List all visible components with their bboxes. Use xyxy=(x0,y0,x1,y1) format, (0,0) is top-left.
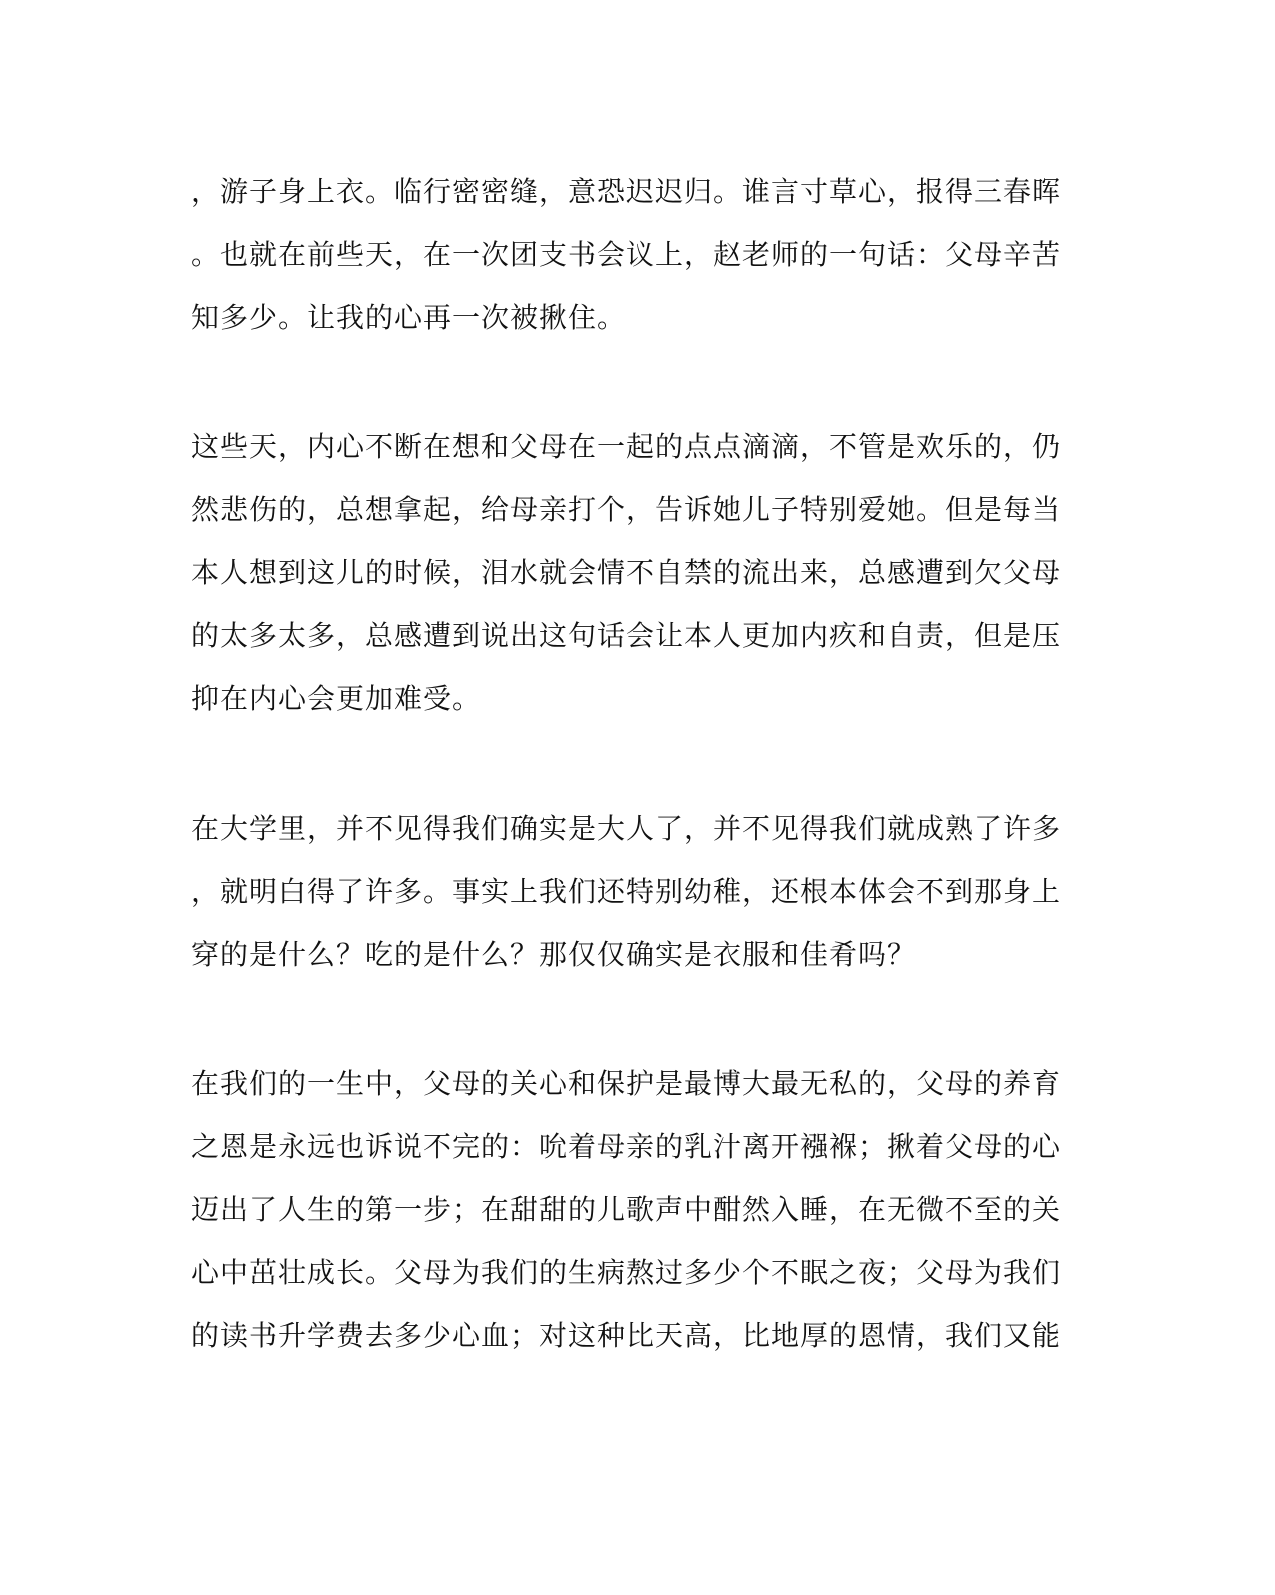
text-line: ，就明白得了许多。事实上我们还特别幼稚，还根本体会不到那身上 xyxy=(191,875,1062,908)
text-line: 然悲伤的，总想拿起，给母亲打个，告诉她儿子特别爱她。但是每当 xyxy=(191,493,1062,526)
text-line: 抑在内心会更加难受。 xyxy=(191,682,482,715)
paragraph-4 xyxy=(191,1052,1061,1367)
text-line: 迈出了人生的第一步；在甜甜的儿歌声中酣然入睡，在无微不至的关 xyxy=(191,1193,1062,1226)
text-line: 。也就在前些天，在一次团支书会议上，赵老师的一句话：父母辛苦 xyxy=(191,238,1062,271)
text-line: 之恩是永远也诉说不完的：吮着母亲的乳汁离开襁褓；揪着父母的心 xyxy=(191,1130,1062,1163)
text-line: 的太多太多，总感遭到说出这句话会让本人更加内疚和自责，但是压 xyxy=(191,619,1062,652)
text-line: 这些天，内心不断在想和父母在一起的点点滴滴，不管是欢乐的，仍 xyxy=(191,430,1062,463)
text-line: 知多少。让我的心再一次被揪住。 xyxy=(191,301,627,334)
text-line: ，游子身上衣。临行密密缝，意恐迟迟归。谁言寸草心，报得三春晖 xyxy=(191,175,1062,208)
text-line: 在大学里，并不见得我们确实是大人了，并不见得我们就成熟了许多 xyxy=(191,812,1062,845)
text-line: 心中茁壮成长。父母为我们的生病熬过多少个不眠之夜；父母为我们 xyxy=(191,1256,1062,1289)
text-line: 穿的是什么？吃的是什么？那仅仅确实是衣服和佳肴吗？ xyxy=(191,938,917,971)
paragraph-1 xyxy=(191,160,1061,349)
paragraph-2 xyxy=(191,415,1061,730)
text-line: 本人想到这儿的时候，泪水就会情不自禁的流出来，总感遭到欠父母 xyxy=(191,556,1062,589)
text-line: 的读书升学费去多少心血；对这种比天高，比地厚的恩情，我们又能 xyxy=(191,1319,1062,1352)
text-line: 在我们的一生中，父母的关心和保护是最博大最无私的，父母的养育 xyxy=(191,1067,1062,1100)
paragraph-3 xyxy=(191,797,1061,986)
